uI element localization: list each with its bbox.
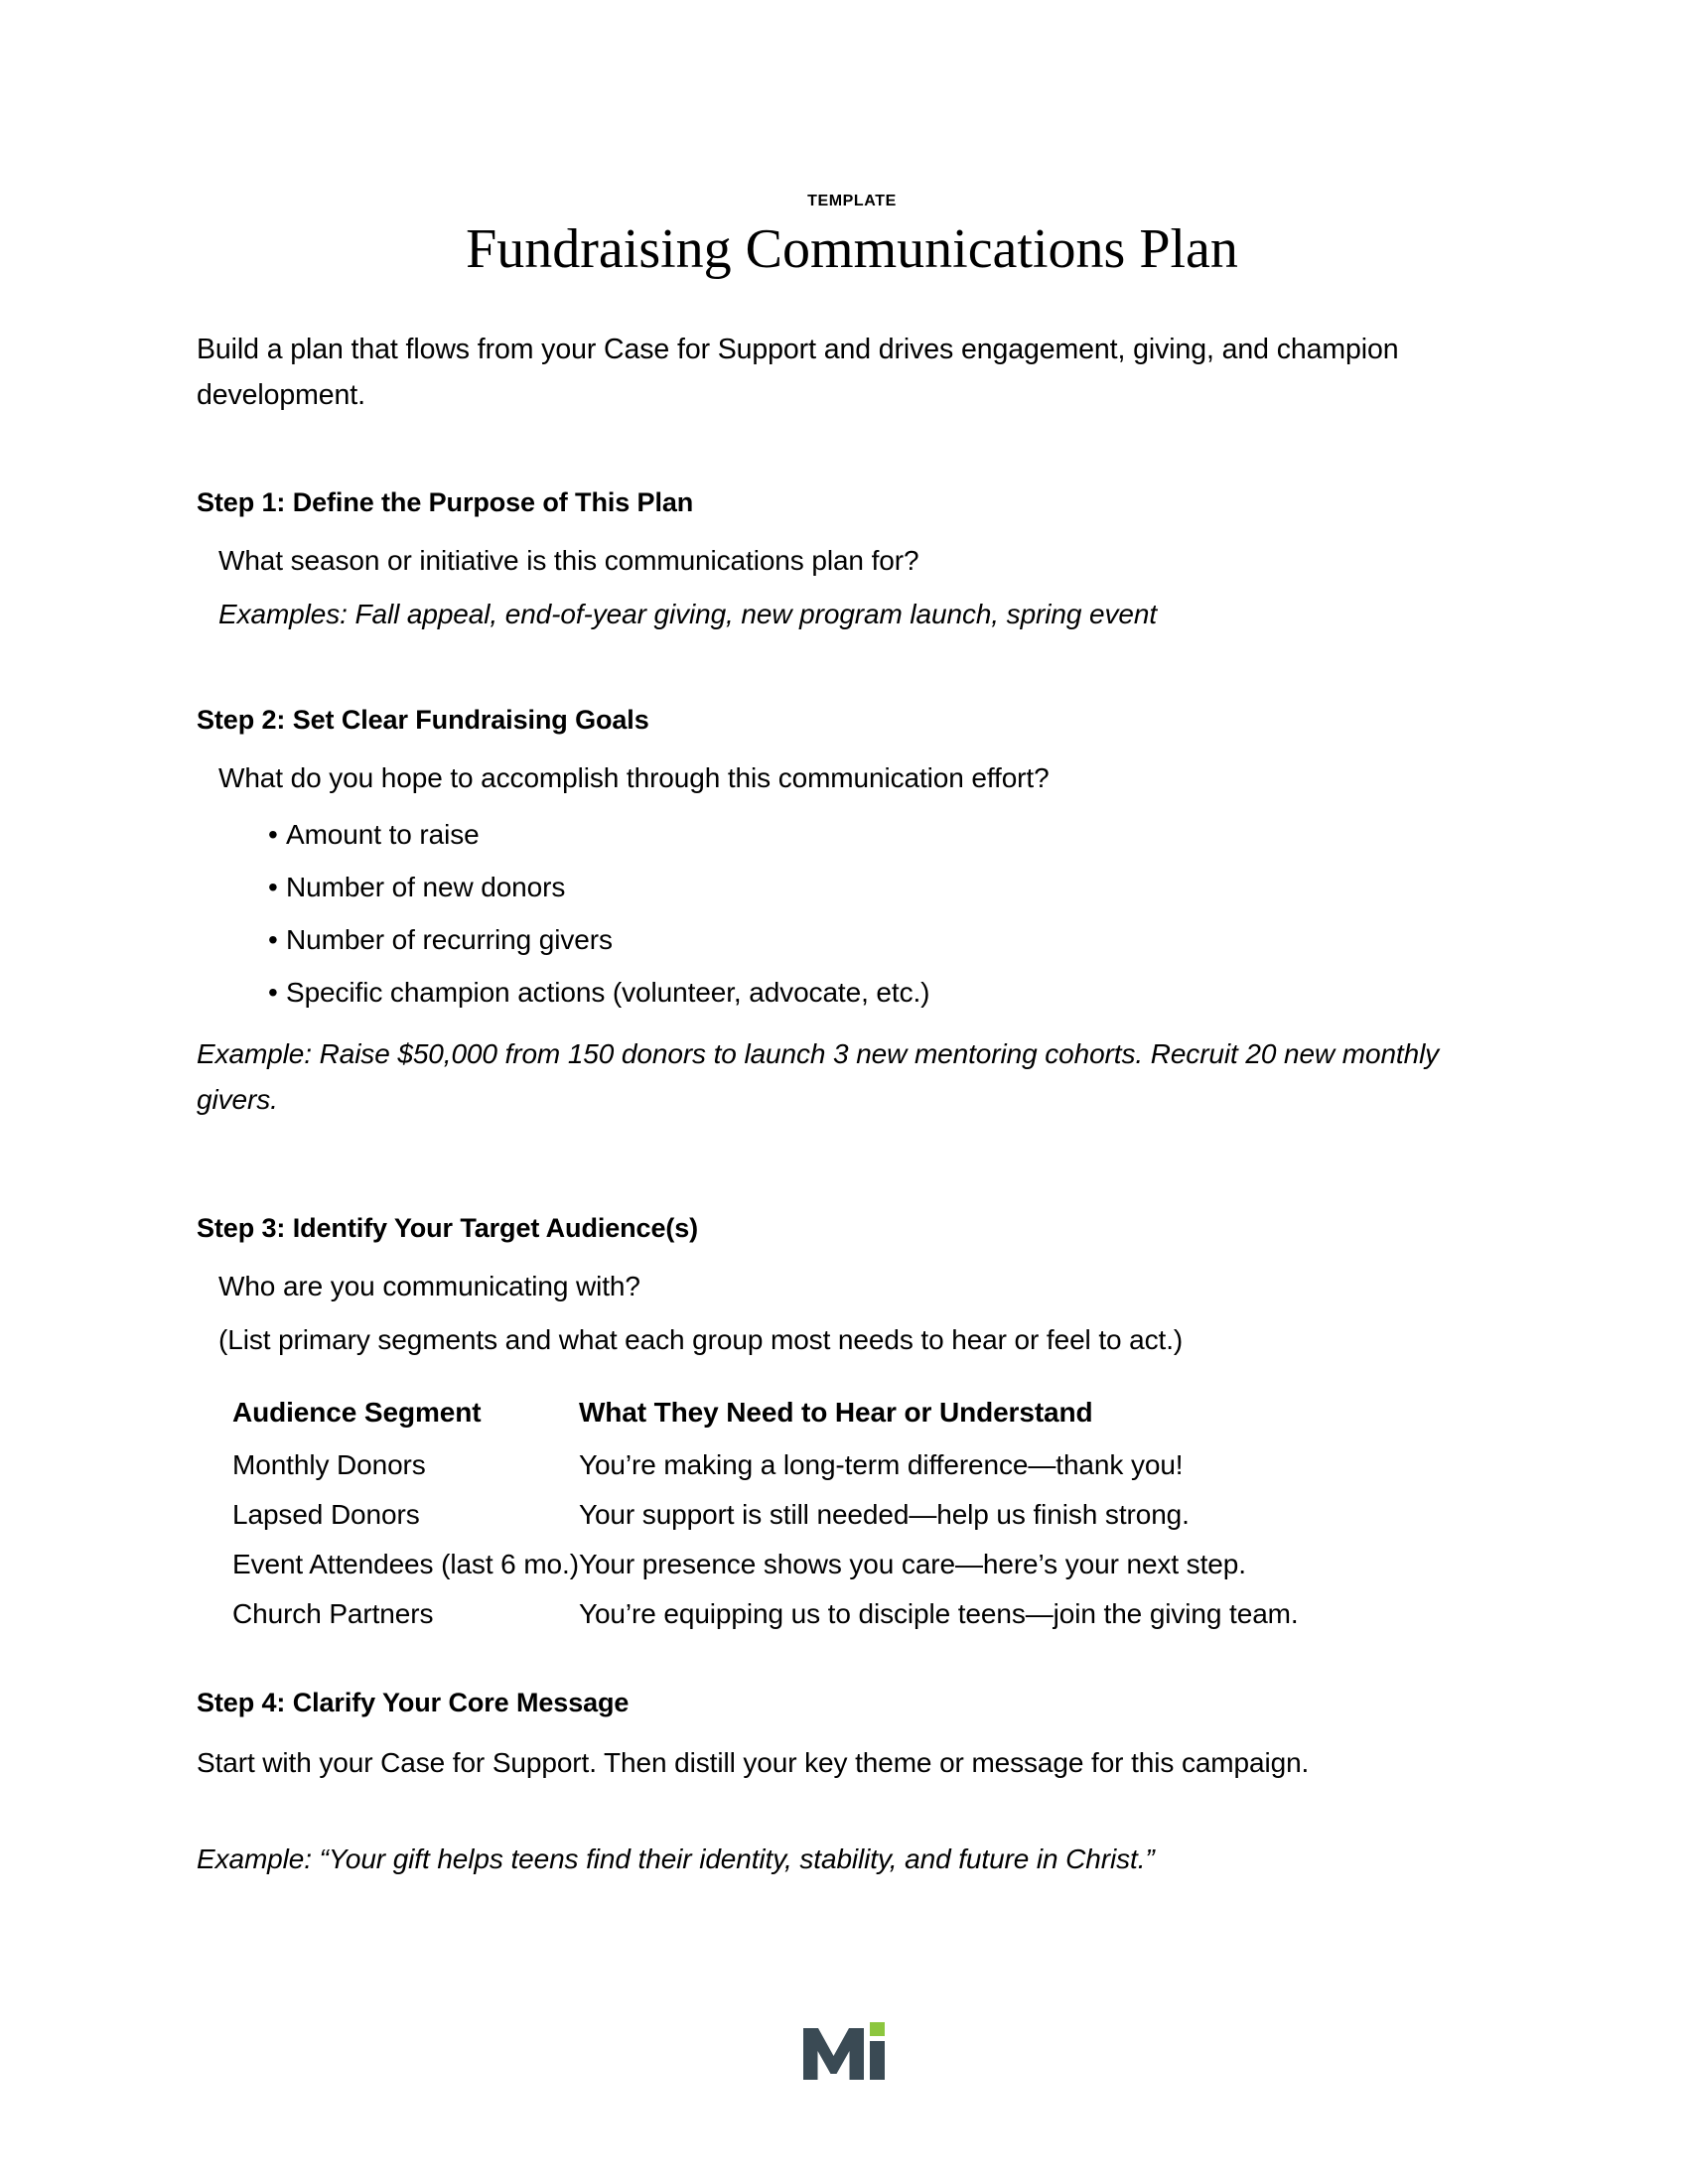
cell-message: Your presence shows you care—here’s your next step.: [578, 1548, 1246, 1579]
step-4-example: Example: “Your gift helps teens find their identity, stability, and future in Christ.”: [197, 1843, 1155, 1875]
cell-audience-segment: Monthly Donors: [232, 1448, 426, 1480]
step-4-body: Start with your Case for Support. Then distill your key theme or message for this campaign.: [197, 1746, 1310, 1778]
list-item-label: Amount to raise: [286, 819, 480, 851]
list-item-label: Specific champion actions (volunteer, advocate, etc.): [286, 977, 930, 1009]
list-item-label: Number of recurring givers: [286, 924, 613, 956]
column-header-what-they-need: What They Need to Hear or Understand: [578, 1396, 1093, 1428]
footer-logo: [0, 2020, 1688, 2082]
step-2-prompt: What do you hope to accomplish through this communication effort?: [218, 762, 1050, 794]
bullet-icon: •: [268, 819, 278, 851]
bullet-icon: •: [268, 924, 278, 956]
list-item: [197, 926, 1507, 954]
step-3-heading: Step 3: Identify Your Target Audience(s): [197, 1212, 699, 1243]
table-row: [232, 1451, 1513, 1501]
table-header: [232, 1396, 1513, 1451]
table-row: [232, 1551, 1513, 1600]
cell-message: You’re making a long-term difference—thank you!: [578, 1448, 1184, 1480]
step-1-heading: Step 1: Define the Purpose of This Plan: [197, 487, 694, 518]
step-4-heading: Step 4: Clarify Your Core Message: [197, 1687, 630, 1717]
step-1-example: Examples: Fall appeal, end-of-year giving, new program launch, spring event: [218, 599, 1158, 630]
cell-audience-segment: Event Attendees (last 6 mo.): [232, 1548, 579, 1579]
step-2-goal-list: [197, 821, 1507, 1007]
cell-message: Your support is still needed—help us finish strong.: [578, 1498, 1190, 1530]
table-header-row: [232, 1399, 1513, 1451]
list-item: [197, 874, 1507, 901]
step-1-prompt: What season or initiative is this communications plan for?: [218, 545, 919, 577]
step-2-heading: Step 2: Set Clear Fundraising Goals: [197, 705, 649, 736]
step-3-note: (List primary segments and what each group most needs to hear or feel to act.): [218, 1323, 1184, 1355]
column-header-audience-segment: Audience Segment: [232, 1396, 482, 1428]
bullet-icon: •: [268, 872, 278, 903]
table-body: [232, 1448, 1513, 1650]
cell-audience-segment: Church Partners: [232, 1597, 434, 1629]
cell-message: You’re equipping us to disciple teens—join the giving team.: [578, 1597, 1299, 1629]
intro-paragraph: Build a plan that flows from your Case for Support and drives engagement, giving, and champion development.: [197, 333, 1399, 411]
step-3-prompt: Who are you communicating with?: [218, 1270, 640, 1301]
bullet-icon: •: [268, 977, 278, 1009]
page-title: Fundraising Communications Plan: [466, 218, 1238, 280]
table-row: [232, 1600, 1513, 1650]
document-content: [197, 0, 1507, 1882]
template-eyebrow-label: TEMPLATE: [807, 193, 897, 209]
list-item-label: Number of new donors: [286, 872, 566, 903]
mi-logo-icon: [801, 2020, 887, 2082]
list-item: [197, 821, 1507, 849]
cell-audience-segment: Lapsed Donors: [232, 1498, 420, 1530]
audience-segment-table: [232, 1396, 1513, 1650]
list-item: [197, 979, 1507, 1007]
table-row: [232, 1501, 1513, 1551]
step-2-example: Example: Raise $50,000 from 150 donors to launch 3 new mentoring cohorts. Recruit 20 new monthly givers.: [197, 1038, 1440, 1115]
